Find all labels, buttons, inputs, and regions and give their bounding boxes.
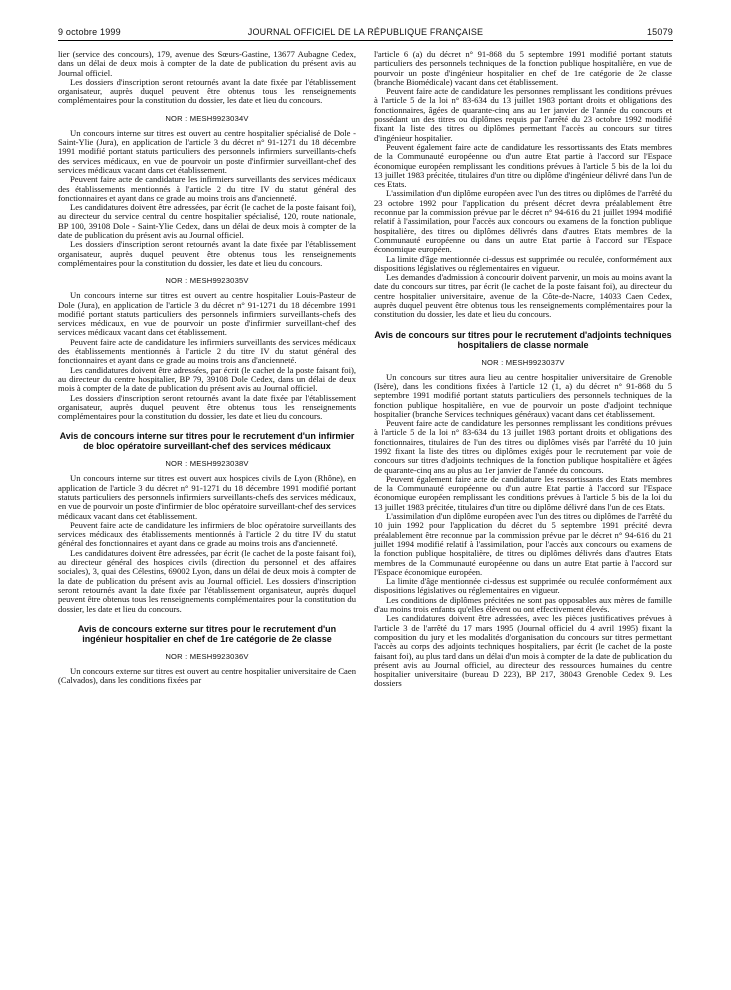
paragraph: Les candidatures doivent être adressées, avec les pièces justificatives prévues à l'article 3 de l'arrêté du 17 mars 1995 (Journal officiel du 4 avril 1995) fixant la composition du jury et les modalités d'organisation du concours sur titres permettant l'accès au corps des adjoints techniques hospitaliers, par écrit (le cachet de la poste faisant foi), au plus tard dans un délai d'un mois à compter de la date de publication du présent avis au Journal officiel, au directeur des ressources humaines du centre hospitalier universitaire (bureau D 223), BP 217, 38043 Grenoble Cedex 9. Les dossiers [374, 613, 672, 689]
header-rule [58, 40, 673, 41]
paragraph: Un concours sur titres aura lieu au centre hospitalier universitaire de Grenoble (Isère), dans les conditions fixées à l'article 12 (1, a) du décret n° 91-868 du 5 septembre 1991 modifié portant statuts particuliers des personnels techniques de la fonction publique hospitalière, en vue de pourvoir un poste d'adjoint technique hospitalier (branche Services techniques généraux) vacant dans cet établissement. [374, 371, 672, 419]
paragraph: La limite d'âge mentionnée ci-dessus est supprimée ou reculée, conformément aux dispositions législatives ou réglementaires en vigueur. [374, 253, 672, 273]
nor-reference: NOR : MESH9923035V [165, 276, 249, 286]
paragraph: Peuvent également faire acte de candidature les ressortissants des Etats membres de la Communauté européenne ou d'un autre Etat partie à l'accord sur l'Espace économique européen remplissant les conditions prévues à l'article 5 bis de la loi du 13 juillet 1983 précitée, titulaires d'un titre ou diplôme délivré dans l'un de ces Etats. [374, 473, 672, 512]
paragraph: Peuvent faire acte de candidature les personnes remplissant les conditions prévues à l'article 5 de la loi n° 83-634 du 13 juillet 1983 portant droits et obligations des fonctionnaires, âgées de quarante-cinq ans au 1er janvier de l'année du concours et possédant un des titres ou diplômes requis par l'arrêté du 23 octobre 1992 modifié fixant la liste des titres ou diplômes permettant l'accès au concours sur titres d'ingénieur hospitalier. [374, 86, 672, 143]
paragraph: Un concours externe sur titres est ouvert au centre hospitalier universitaire de Caen (Calvados), dans les conditions fixées par [58, 665, 356, 686]
paragraph: Les candidatures doivent être adressées, par écrit (le cachet de la poste faisant foi), au directeur général des hospices civils (direction du personnel et des affaires sociales), 3, quai des Célestins, 69002 Lyon, dans un délai de deux mois à compter de la date de publication du présent avis au Journal officiel. Les dossiers d'inscription seront retournés avant la date fixée par l'établissement organisateur, auprès duquel peuvent être obtenus tous les renseignements complémentaires pour la constitution du dossier, les date et lieu du concours. [58, 547, 356, 614]
header-title: JOURNAL OFFICIEL DE LA RÉPUBLIQUE FRANÇAISE [247, 27, 484, 37]
page-header [0, 0, 731, 40]
section-heading: Avis de concours externe sur titres pour le recrutement d'un ingénieur hospitalier en chef de 1re catégorie de 2e classe [77, 623, 337, 644]
paragraph: Un concours interne sur titres est ouvert au centre hospitalier spécialisé de Dole - Saint-Ylie (Jura), en application de l'article 3 du décret n° 91-1271 du 18 décembre 1991 modifié portant statuts particuliers des personnels infirmiers surveillants-chefs des services médicaux, en vue de pourvoir un poste d'infirmier surveillant-chef des services médicaux vacant dans cet établissement. [58, 127, 356, 175]
paragraph: L'assimilation d'un diplôme européen avec l'un des titres ou diplômes de l'arrêté du 23 octobre 1992 pour l'application du présent décret devra préalablement être reconnue par la commission prévue par le décret n° 94-616 du 21 juillet 1994 modifié relatif à l'assimilation, pour l'accès aux concours ou examens de la fonction publique hospitalière, des titres ou diplômes délivrés dans d'autres Etats membres de la Communauté européenne ou dans un autre Etat partie à l'accord sur l'Espace économique européen. [374, 188, 672, 255]
nor-reference: NOR : MESH9923037V [481, 357, 565, 367]
left-column [58, 50, 356, 685]
section-heading: Avis de concours interne sur titres pour le recrutement d'un infirmier de bloc opératoire surveillant-chef des services médicaux [59, 431, 355, 452]
section-heading: Avis de concours sur titres pour le recrutement d'adjoints techniques hospitaliers de classe normale [374, 329, 672, 350]
header-page-number: 15079 [646, 27, 673, 37]
paragraph: Peuvent également faire acte de candidature les ressortissants des Etats membres de la Communauté européenne ou d'un autre Etat partie à l'accord sur l'Espace économique européen remplissant les conditions prévues à l'article 5 bis de la loi du 13 juillet 1983 précitée, titulaires d'un titre ou diplôme d'ingénieur délivré dans l'un de ces Etats. [374, 141, 672, 190]
nor-reference: NOR : MESH9923038V [165, 459, 249, 469]
paragraph: l'article 6 (a) du décret n° 91-868 du 5 septembre 1991 modifié portant statuts particuliers des personnels techniques de la fonction publique hospitalière, en vue de pourvoir un poste d'ingénieur hospitalier en chef de 1re catégorie de 2e classe (branche Biomédicale) vacant dans cet établissement. [374, 49, 672, 87]
paragraph: L'assimilation d'un diplôme européen avec l'un des titres ou diplômes de l'arrêté du 10 juin 1992 pour l'application du décret du 5 septembre 1991 précité devra préalablement être reconnue par la commission prévue par le décret n° 94-616 du 21 juillet 1994 modifié relatif à l'assimilation, pour l'accès aux concours ou examens de la fonction publique hospitalière, de titres ou diplômes délivrés dans d'autres Etats membres de la Communauté européenne ou dans un autre Etat partie à l'accord sur l'Espace économique européen. [374, 511, 672, 577]
paragraph: Un concours interne sur titres est ouvert au centre hospitalier Louis-Pasteur de Dole (Jura), en application de l'article 3 du décret n° 91-1271 du 18 décembre 1991 modifié portant statuts particuliers des personnels infirmiers surveillants-chefs des services médicaux, en vue de pourvoir un poste d'infirmier surveillant-chef des services médicaux vacant dans cet établissement. [58, 290, 356, 338]
paragraph: Peuvent faire acte de candidature les infirmiers de bloc opératoire surveillants des services médicaux des établissements mentionnés à l'article 2 du titre IV du statut général des fonctionnaires et ayant dans ce grade au moins trois ans d'ancienneté. [58, 519, 356, 549]
nor-reference: NOR : MESH9923034V [165, 113, 249, 123]
paragraph: Les candidatures doivent être adressées, par écrit (le cachet de la poste faisant foi), au directeur du centre hospitalier, BP 79, 39108 Dole Cedex, dans un délai de deux mois à compter de la date de publication du présent avis au Journal officiel. [58, 364, 356, 394]
right-column [374, 50, 672, 689]
paragraph: Les demandes d'admission à concourir doivent parvenir, un mois au moins avant la date du concours sur titres, par écrit (le cachet de la poste faisant foi), au directeur du centre hospitalier universitaire, avenue de la Côte-de-Nacre, 14033 Caen Cedex, auprès duquel peuvent être obtenus tous les renseignements complémentaires pour la constitution du dossier, les date et lieu du concours. [374, 272, 672, 320]
paragraph: Les dossiers d'inscription seront retournés avant la date fixée par l'établissement organisateur, auprès duquel peuvent être obtenus tous les renseignements complémentaires pour la constitution du dossier, les date et lieu du concours. [58, 76, 356, 106]
paragraph: lier (service des concours), 179, avenue des Sœurs-Gastine, 13677 Aubagne Cedex, dans un délai de deux mois à compter de la date de publication du présent avis au Journal officiel. [58, 49, 356, 78]
header-date: 9 octobre 1999 [58, 27, 121, 37]
paragraph: Les candidatures doivent être adressées, par écrit (le cachet de la poste faisant foi), au directeur du service central du centre hospitalier spécialisé, 120, route nationale, BP 100, 39108 Dole - Saint-Ylie Cedex, dans un délai de deux mois à compter de la date de publication du présent avis au Journal officiel. [58, 202, 356, 241]
paragraph: Les dossiers d'inscription seront retournés avant la date fixée par l'établissement organisateur, auprès duquel peuvent être obtenus tous les renseignements complémentaires pour la constitution du dossier, les date et lieu du concours. [58, 239, 356, 268]
paragraph: Les dossiers d'inscription seront retournés avant la date fixée par l'établissement organisateur, auprès duquel peuvent être obtenus tous les renseignements complémentaires pour la constitution du dossier, les date et lieu du concours. [58, 392, 356, 422]
paragraph: Les conditions de diplômes précitées ne sont pas opposables aux mères de famille d'au moins trois enfants qu'elles élèvent ou ont effectivement élevés. [374, 594, 672, 615]
nor-reference: NOR : MESH9923036V [165, 651, 249, 661]
paragraph: Un concours interne sur titres est ouvert aux hospices civils de Lyon (Rhône), en application de l'article 3 du décret n° 91-1271 du 18 décembre 1991 modifié portant statuts particuliers des personnels infirmiers surveillants-chefs des services médicaux, en vue de pourvoir un poste d'infirmier de bloc opératoire surveillant-chef des services médicaux vacant dans cet établissement. [58, 473, 356, 521]
paragraph: Peuvent faire acte de candidature les personnes remplissant les conditions prévues à l'article 5 de la loi n° 83-634 du 13 juillet 1983 portant droits et obligations des fonctionnaires, titulaires de l'un des titres ou diplômes visés par l'arrêté du 10 juin 1992 fixant la liste des titres ou diplômes exigés pour le recrutement par voie de concours sur titres d'adjoints techniques de la fonction publique hospitalière et âgées de quarante-cinq ans au plus au 1er janvier de l'année du concours. [374, 418, 672, 475]
paragraph: La limite d'âge mentionnée ci-dessus est supprimée ou reculée conformément aux dispositions législatives ou réglementaires en vigueur. [374, 576, 672, 596]
paragraph: Peuvent faire acte de candidature les infirmiers surveillants des services médicaux des établissements mentionnés à l'article 2 du titre IV du statut général des fonctionnaires et ayant dans ce grade au moins trois ans d'ancienneté. [58, 336, 356, 366]
paragraph: Peuvent faire acte de candidature les infirmiers surveillants des services médicaux des établissements mentionnés à l'article 2 du titre IV du statut général des fonctionnaires et ayant dans ce grade au moins trois ans d'ancienneté. [58, 174, 356, 203]
